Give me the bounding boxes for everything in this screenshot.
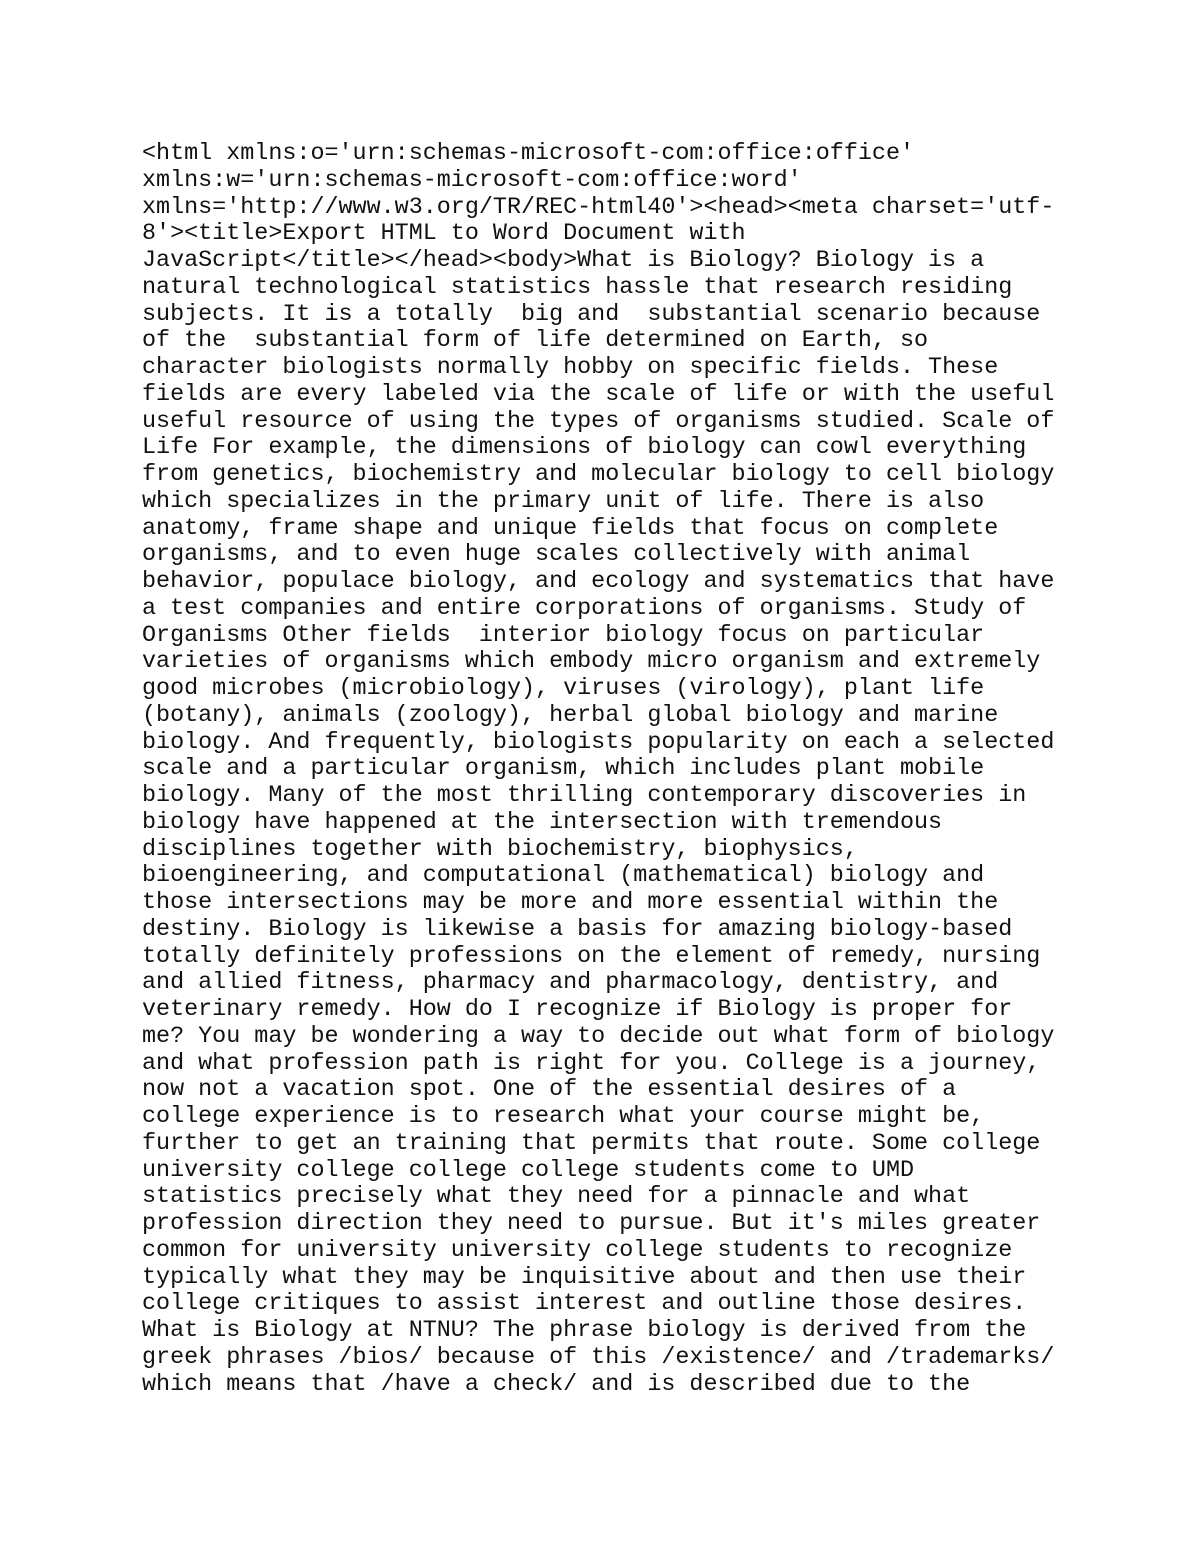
- text-line: and allied fitness, pharmacy and pharmacology, dentistry, and: [142, 970, 999, 997]
- text-line: destiny. Biology is likewise a basis for amazing biology-based: [142, 916, 1013, 943]
- text-line: totally definitely professions on the element of remedy, nursing: [142, 943, 1041, 970]
- text-line: veterinary remedy. How do I recognize if Biology is proper for: [142, 997, 1013, 1023]
- text-line: Organisms Other fields interior biology focus on particular: [142, 622, 985, 649]
- text-line: useful resource of using the types of organisms studied. Scale of: [142, 408, 1055, 435]
- text-line: from genetics, biochemistry and molecular biology to cell biology: [142, 462, 1055, 488]
- text-line: of the substantial form of life determined on Earth, so: [142, 328, 929, 355]
- text-line: biology. And frequently, biologists popularity on each a selected: [142, 729, 1055, 756]
- text-line: college experience is to research what your course might be,: [142, 1104, 985, 1130]
- text-line: subjects. It is a totally big and substantial scenario because: [142, 301, 1041, 328]
- text-line: scale and a particular organism, which includes plant mobile: [142, 756, 985, 783]
- text-line: and what profession path is right for you. College is a journey,: [142, 1050, 1041, 1077]
- text-line: Life For example, the dimensions of biology can cowl everything: [142, 435, 1027, 462]
- text-line: which means that /have a check/ and is described due to the: [142, 1371, 971, 1398]
- document-body-text: [142, 141, 1082, 1398]
- text-line: varieties of organisms which embody micro organism and extremely: [142, 649, 1041, 676]
- text-line: biology. Many of the most thrilling contemporary discoveries in: [142, 783, 1027, 809]
- text-line: behavior, populace biology, and ecology and systematics that have: [142, 569, 1055, 595]
- text-line: further to get an training that permits that route. Some college: [142, 1130, 1041, 1157]
- text-line: university college college college students come to UMD: [142, 1157, 915, 1184]
- text-line: which specializes in the primary unit of life. There is also: [142, 488, 985, 515]
- text-line: typically what they may be inquisitive about and then use their: [142, 1264, 1027, 1291]
- text-line: greek phrases /bios/ because of this /existence/ and /trademarks/: [142, 1344, 1055, 1371]
- text-line: <html xmlns:o='urn:schemas-microsoft-com:office:office': [142, 141, 915, 167]
- text-line: statistics precisely what they need for a pinnacle and what: [142, 1184, 971, 1211]
- text-line: anatomy, frame shape and unique fields that focus on complete: [142, 515, 999, 542]
- text-line: a test companies and entire corporations of organisms. Study of: [142, 595, 1027, 622]
- text-line: xmlns:w='urn:schemas-microsoft-com:office:word': [142, 167, 802, 194]
- text-line: (botany), animals (zoology), herbal global biology and marine: [142, 702, 999, 729]
- text-line: me? You may be wondering a way to decide out what form of biology: [142, 1023, 1055, 1050]
- text-line: bioengineering, and computational (mathematical) biology and: [142, 863, 985, 890]
- text-line: character biologists normally hobby on specific fields. These: [142, 355, 999, 381]
- text-line: biology have happened at the intersection with tremendous: [142, 809, 943, 836]
- text-line: those intersections may be more and more essential within the: [142, 890, 999, 916]
- text-line: natural technological statistics hassle that research residing: [142, 274, 1013, 301]
- text-line: What is Biology at NTNU? The phrase biology is derived from the: [142, 1318, 1027, 1344]
- text-line: fields are every labeled via the scale of life or with the useful: [142, 381, 1055, 408]
- text-line: now not a vacation spot. One of the essential desires of a: [142, 1077, 957, 1104]
- text-line: common for university university college students to recognize: [142, 1237, 1013, 1264]
- text-line: xmlns='http://www.w3.org/TR/REC-html40'><head><meta charset='utf-: [142, 194, 1055, 221]
- text-line: good microbes (microbiology), viruses (virology), plant life: [142, 676, 985, 702]
- text-line: organisms, and to even huge scales collectively with animal: [142, 542, 971, 569]
- text-line: disciplines together with biochemistry, biophysics,: [142, 836, 858, 863]
- text-line: 8'><title>Export HTML to Word Document with: [142, 221, 746, 248]
- text-line: JavaScript</title></head><body>What is Biology? Biology is a: [142, 248, 985, 274]
- text-line: college critiques to assist interest and outline those desires.: [142, 1291, 1027, 1318]
- text-line: profession direction they need to pursue. But it's miles greater: [142, 1211, 1041, 1237]
